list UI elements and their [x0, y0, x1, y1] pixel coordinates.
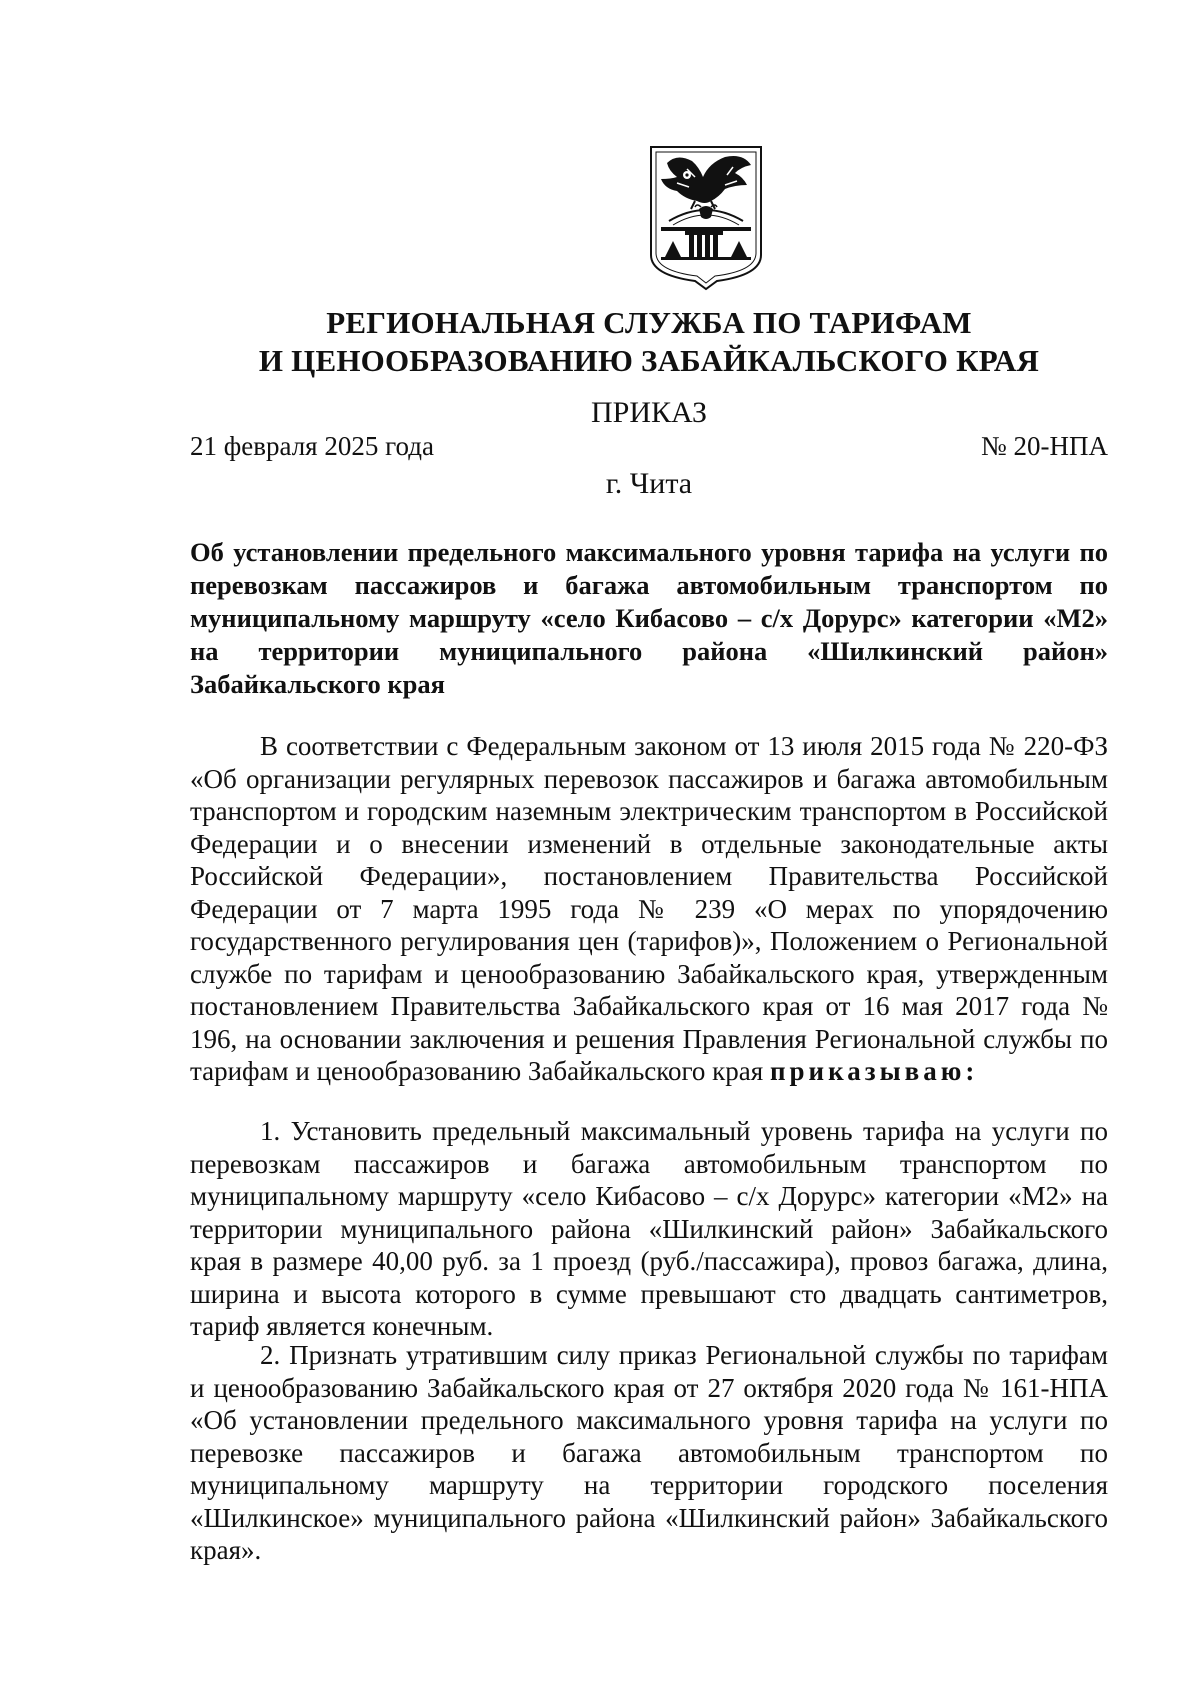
- order-item-2: 2. Признать утратившим силу приказ Региональной службы по тарифам и ценообразованию Забайкальского края от 27 октября 2020 года № 161-НПА «Об установлении предельного максимального уровня тарифа на услуги по перевозке пассажиров и багажа автомобильным транспортом по муниципальному маршруту на территории городского поселения «Шилкинское» муниципального района «Шилкинский район» Забайкальского края».: [190, 1340, 1108, 1565]
- org-title-line2: И ЦЕНООБРАЗОВАНИЮ ЗАБАЙКАЛЬСКОГО КРАЯ: [258, 343, 1040, 378]
- document-type: ПРИКАЗ: [591, 396, 707, 429]
- document-number: № 20-НПА: [981, 431, 1108, 461]
- document-city: г. Чита: [605, 467, 693, 500]
- preamble-paragraph: [190, 730, 1108, 1088]
- preamble-text: В соответствии с Федеральным законом от 13 июля 2015 года № 220-ФЗ «Об организации регулярных перевозок пассажиров и багажа автомобильным транспортом и городским наземным электрическим транспортом в Российской Федерации и о внесении изменений в отдельные законодательные акты Российской Федерации», постановлением Правительства Российской Федерации от 7 марта 1995 года № 239 «О мерах по упорядочению государственного регулирования цен (тарифов)», Положением о Региональной службе по тарифам и ценообразованию Забайкальского края, утвержденным постановлением Правительства Забайкальского края от 16 мая 2017 года № 196, на основании заключения и решения Правления Региональной службы по тарифам и ценообразованию Забайкальского края: [190, 731, 1108, 1086]
- org-title-line1: РЕГИОНАЛЬНАЯ СЛУЖБА ПО ТАРИФАМ: [326, 305, 972, 340]
- document-date: 21 февраля 2025 года: [190, 431, 434, 461]
- coat-of-arms-icon: [647, 143, 765, 291]
- order-item-1: 1. Установить предельный максимальный уровень тарифа на услуги по перевозкам пассажиров и багажа автомобильным транспортом по муниципальному маршруту «село Кибасово – с/х Дорурс» категории «М2» на территории муниципального района «Шилкинский район» Забайкальского края в размере 40,00 руб. за 1 проезд (руб./пассажира), провоз багажа, длина, ширина и высота которого в сумме превышают сто двадцать сантиметров, тариф является конечным.: [190, 1116, 1108, 1341]
- document-subject: Об установлении предельного максимального уровня тарифа на услуги по перевозкам пассажиров и багажа автомобильным транспортом по муниципальному маршруту «село Кибасово – с/х Дорурс» категории «М2» на территории муниципального района «Шилкинский район» Забайкальского края: [190, 537, 1108, 699]
- order-word: приказываю:: [769, 1056, 979, 1086]
